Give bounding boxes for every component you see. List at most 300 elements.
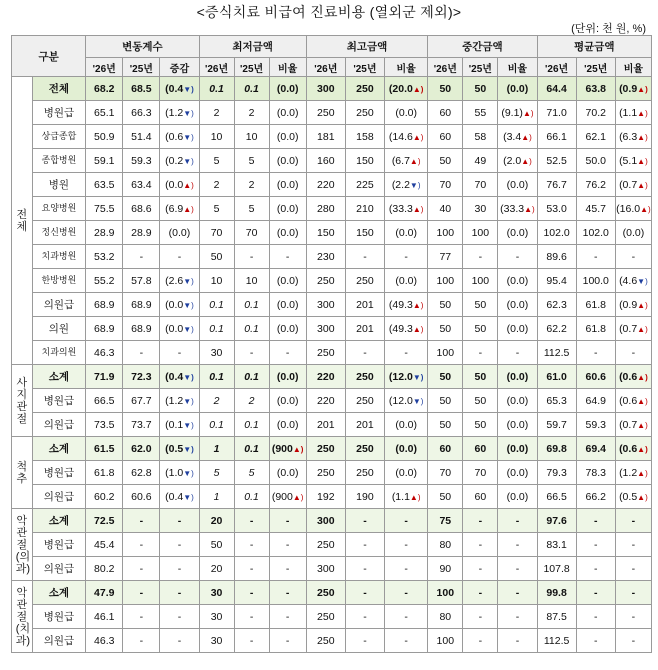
table-cell: [428, 293, 463, 317]
cell-value: 280: [317, 202, 335, 215]
table-cell: [615, 245, 651, 269]
table-cell: [86, 605, 123, 629]
row-group-label: [12, 437, 33, 509]
table-cell: [428, 149, 463, 173]
table-cell: [160, 173, 199, 197]
cell-value: -: [515, 346, 520, 359]
table-cell: [385, 605, 428, 629]
cell-value: 53.0: [546, 202, 567, 215]
cell-value: 70: [439, 178, 452, 191]
cell-value: 63.5: [94, 178, 115, 191]
cell-value: 201: [317, 418, 335, 431]
table-cell: [306, 629, 345, 653]
row-type-label: 전체: [32, 77, 86, 101]
header-sub: '26년: [428, 58, 463, 77]
table-cell: [86, 269, 123, 293]
cell-value: (0.6: [165, 130, 184, 143]
cell-value: 250: [356, 394, 374, 407]
table-cell: [498, 77, 537, 101]
increase-arrow-icon: ▲): [183, 204, 194, 214]
table-cell: [269, 413, 306, 437]
table-cell: [269, 149, 306, 173]
table-cell: [86, 413, 123, 437]
table-cell: [615, 197, 651, 221]
decrease-arrow-icon: ▼): [183, 324, 194, 334]
table-row: [12, 557, 652, 581]
cell-value: 68.6: [131, 202, 152, 215]
header-group-min: 최저금액: [199, 36, 306, 58]
cell-value: 1: [213, 442, 220, 455]
table-row: [12, 485, 652, 509]
header-sub: '26년: [537, 58, 576, 77]
cell-value: -: [177, 250, 182, 263]
cell-value: 5: [213, 466, 220, 479]
table-cell: [123, 461, 160, 485]
increase-arrow-icon: ▲): [637, 492, 648, 502]
cell-value: (0.0): [276, 106, 299, 119]
cell-value: (0.9: [619, 298, 638, 311]
cell-value: (1.2: [165, 106, 184, 119]
cell-value: 50: [474, 418, 487, 431]
increase-arrow-icon: ▲): [292, 444, 304, 454]
table-cell: [269, 293, 306, 317]
table-cell: [537, 149, 576, 173]
table-cell: [615, 77, 651, 101]
table-cell: [199, 413, 234, 437]
cell-value: 112.5: [543, 346, 570, 359]
table-cell: [86, 437, 123, 461]
cell-value: 95.4: [546, 274, 567, 287]
table-cell: [123, 101, 160, 125]
cell-value: 70.2: [585, 106, 606, 119]
cell-value: 70: [210, 226, 223, 239]
table-cell: [537, 413, 576, 437]
table-cell: [160, 125, 199, 149]
cell-value: (0.0): [506, 82, 529, 95]
row-type-label: 정신병원: [32, 221, 86, 245]
table-cell: [269, 557, 306, 581]
cell-value: (0.4: [165, 370, 184, 383]
table-cell: [160, 461, 199, 485]
table-cell: [86, 173, 123, 197]
cell-value: 0.1: [244, 82, 259, 95]
table-cell: [123, 509, 160, 533]
table-cell: [428, 533, 463, 557]
table-row: [12, 365, 652, 389]
cell-value: -: [404, 610, 408, 623]
cell-value: 60.2: [94, 490, 115, 503]
table-cell: [576, 437, 615, 461]
table-cell: [234, 341, 269, 365]
cell-value: 61.8: [585, 322, 606, 335]
increase-arrow-icon: ▲): [521, 132, 532, 142]
cell-value: 60: [439, 106, 452, 119]
table-cell: [615, 389, 651, 413]
cell-value: 50: [439, 82, 452, 95]
cell-value: 10: [210, 130, 223, 143]
cell-value: -: [515, 250, 520, 263]
table-cell: [498, 245, 537, 269]
table-cell: [160, 413, 199, 437]
table-cell: [199, 389, 234, 413]
row-type-label: 병원급: [32, 389, 86, 413]
cell-value: 100.0: [582, 274, 609, 287]
cell-value: 70: [439, 466, 452, 479]
cell-value: 2: [248, 394, 255, 407]
cell-value: 50: [439, 418, 452, 431]
cell-value: (0.0): [506, 274, 529, 287]
cell-value: 30: [210, 610, 223, 623]
table-cell: [160, 605, 199, 629]
table-cell: [123, 605, 160, 629]
table-cell: [269, 533, 306, 557]
table-cell: [385, 437, 428, 461]
cell-value: 201: [356, 298, 374, 311]
table-cell: [428, 77, 463, 101]
cell-value: 62.3: [546, 298, 567, 311]
table-cell: [306, 581, 345, 605]
row-type-label: 소계: [32, 437, 86, 461]
table-cell: [269, 341, 306, 365]
table-cell: [345, 269, 384, 293]
cell-value: 57.8: [131, 274, 152, 287]
row-type-label: 의원급: [32, 293, 86, 317]
table-cell: [537, 221, 576, 245]
table-cell: [123, 197, 160, 221]
cell-value: 50: [439, 394, 452, 407]
table-cell: [428, 125, 463, 149]
table-cell: [615, 125, 651, 149]
row-type-label: 병원급: [32, 533, 86, 557]
cell-value: -: [139, 562, 144, 575]
table-cell: [269, 221, 306, 245]
cell-value: 90: [439, 562, 452, 575]
table-cell: [123, 149, 160, 173]
cell-value: 220: [317, 394, 335, 407]
cell-value: -: [249, 586, 254, 599]
table-cell: [306, 365, 345, 389]
cell-value: (33.3: [388, 202, 413, 215]
table-cell: [234, 365, 269, 389]
cell-value: 63.8: [585, 82, 606, 95]
cell-value: 78.3: [585, 466, 606, 479]
cell-value: (0.0): [395, 442, 417, 455]
table-cell: [385, 461, 428, 485]
table-cell: [463, 365, 498, 389]
cell-value: 60: [474, 490, 487, 503]
row-type-label: 의원급: [32, 485, 86, 509]
table-cell: [123, 581, 160, 605]
cell-value: 250: [317, 442, 335, 455]
table-cell: [199, 437, 234, 461]
table-cell: [576, 557, 615, 581]
cell-value: (0.0): [276, 82, 299, 95]
table-cell: [199, 557, 234, 581]
table-cell: [463, 629, 498, 653]
table-cell: [234, 461, 269, 485]
cell-value: (5.1: [619, 154, 638, 167]
cell-value: (1.0: [165, 466, 184, 479]
table-cell: [428, 341, 463, 365]
row-group-text: 악관절(치과): [15, 586, 31, 647]
cell-value: 50: [439, 298, 452, 311]
row-group-text: 전체: [16, 208, 28, 233]
cell-value: 50: [210, 250, 223, 263]
cell-value: (1.2: [165, 394, 184, 407]
cell-value: 46.3: [94, 634, 115, 647]
table-cell: [345, 365, 384, 389]
header-sub: 증감: [160, 58, 199, 77]
table-cell: [385, 293, 428, 317]
table-cell: [537, 461, 576, 485]
table-cell: [199, 509, 234, 533]
increase-arrow-icon: ▲): [412, 84, 424, 94]
cell-value: 10: [245, 274, 258, 287]
decrease-arrow-icon: ▼): [637, 276, 648, 286]
cell-value: 68.9: [131, 322, 152, 335]
table-cell: [615, 557, 651, 581]
cell-value: -: [363, 538, 367, 551]
cell-value: (0.0): [506, 298, 529, 311]
cell-value: -: [515, 562, 520, 575]
cell-value: (0.0): [276, 418, 299, 431]
row-group-label: [12, 581, 33, 653]
cell-value: (0.0): [506, 418, 529, 431]
table-cell: [306, 197, 345, 221]
cell-value: (6.3: [619, 130, 638, 143]
cell-value: 69.4: [585, 442, 606, 455]
cell-value: 76.7: [546, 178, 567, 191]
table-cell: [498, 461, 537, 485]
table-cell: [199, 101, 234, 125]
cell-value: 100: [436, 274, 455, 287]
row-type-label: 소계: [32, 581, 86, 605]
cell-value: 30: [210, 634, 223, 647]
table-cell: [86, 245, 123, 269]
header-sub: '25년: [123, 58, 160, 77]
table-cell: [576, 77, 615, 101]
table-cell: [537, 389, 576, 413]
cell-value: 50: [439, 154, 452, 167]
table-cell: [86, 197, 123, 221]
cell-value: -: [631, 346, 636, 359]
table-cell: [345, 485, 384, 509]
table-cell: [576, 173, 615, 197]
table-cell: [498, 437, 537, 461]
table-cell: [269, 173, 306, 197]
cell-value: 158: [356, 130, 374, 143]
row-type-label: 치과병원: [32, 245, 86, 269]
table-cell: [615, 437, 651, 461]
table-cell: [537, 557, 576, 581]
cell-value: -: [631, 250, 636, 263]
row-type-label: 치과의원: [32, 341, 86, 365]
unit-note: (단위: 천 원, %): [571, 23, 646, 35]
table-cell: [269, 245, 306, 269]
increase-arrow-icon: ▲): [412, 204, 424, 214]
header-sub: '25년: [345, 58, 384, 77]
table-cell: [576, 149, 615, 173]
cell-value: 250: [317, 346, 335, 359]
cell-value: -: [404, 586, 408, 599]
cell-value: 201: [356, 418, 374, 431]
cell-value: 2: [248, 178, 255, 191]
table-cell: [576, 269, 615, 293]
increase-arrow-icon: ▲): [637, 108, 648, 118]
table-cell: [537, 197, 576, 221]
cell-value: -: [631, 586, 636, 599]
cell-value: 192: [317, 490, 335, 503]
cell-value: -: [363, 250, 367, 263]
table-cell: [463, 485, 498, 509]
cell-value: -: [177, 562, 182, 575]
cell-value: -: [177, 346, 182, 359]
table-cell: [576, 221, 615, 245]
table-cell: [306, 269, 345, 293]
table-cell: [498, 413, 537, 437]
increase-arrow-icon: ▲): [521, 156, 532, 166]
cell-value: (900: [271, 442, 293, 455]
table-cell: [123, 365, 160, 389]
cell-value: 100: [436, 586, 455, 599]
table-cell: [428, 509, 463, 533]
table-cell: [385, 317, 428, 341]
cell-value: -: [249, 562, 254, 575]
table-cell: [306, 221, 345, 245]
table-cell: [199, 221, 234, 245]
table-cell: [199, 149, 234, 173]
table-cell: [385, 77, 428, 101]
table-cell: [234, 269, 269, 293]
table-cell: [428, 101, 463, 125]
cell-value: 66.3: [131, 106, 152, 119]
table-cell: [86, 533, 123, 557]
cell-value: 64.9: [585, 394, 606, 407]
cell-value: 61.0: [546, 370, 567, 383]
cell-value: 300: [317, 298, 335, 311]
table-cell: [306, 533, 345, 557]
cell-value: 107.8: [543, 562, 570, 575]
table-cell: [615, 533, 651, 557]
table-cell: [576, 605, 615, 629]
cell-value: (1.1: [391, 490, 410, 503]
table-cell: [576, 293, 615, 317]
cell-value: (0.0): [276, 322, 299, 335]
table-row: [12, 509, 652, 533]
table-cell: [463, 221, 498, 245]
table-cell: [306, 461, 345, 485]
table-cell: [306, 101, 345, 125]
increase-arrow-icon: ▲): [637, 156, 648, 166]
table-cell: [306, 437, 345, 461]
table-cell: [269, 509, 306, 533]
table-cell: [123, 293, 160, 317]
cell-value: -: [594, 610, 598, 623]
row-type-label: 병원급: [32, 101, 86, 125]
table-cell: [269, 389, 306, 413]
table-cell: [86, 509, 123, 533]
table-cell: [269, 365, 306, 389]
cell-value: -: [285, 538, 290, 551]
cell-value: (0.0): [276, 130, 299, 143]
table-cell: [498, 509, 537, 533]
table-cell: [498, 485, 537, 509]
cell-value: 66.5: [94, 394, 115, 407]
table-cell: [537, 293, 576, 317]
cell-value: 250: [356, 442, 374, 455]
table-cell: [576, 101, 615, 125]
table-cell: [160, 389, 199, 413]
cell-value: 50.9: [94, 130, 115, 143]
table-cell: [498, 557, 537, 581]
table-cell: [345, 245, 384, 269]
header-sub: 비율: [615, 58, 651, 77]
increase-arrow-icon: ▲): [637, 132, 648, 142]
table-cell: [86, 221, 123, 245]
table-cell: [234, 221, 269, 245]
cell-value: 40: [439, 202, 452, 215]
cell-value: (20.0: [388, 82, 413, 95]
row-type-label: 한방병원: [32, 269, 86, 293]
table-cell: [615, 629, 651, 653]
cell-value: -: [285, 610, 290, 623]
cell-value: -: [177, 538, 182, 551]
increase-arrow-icon: ▲): [637, 396, 648, 406]
cell-value: 53.2: [94, 250, 115, 263]
table-cell: [385, 149, 428, 173]
table-cell: [498, 629, 537, 653]
table-cell: [86, 317, 123, 341]
cell-value: (12.0: [388, 394, 413, 407]
decrease-arrow-icon: ▼): [183, 420, 194, 430]
cell-value: (0.0: [165, 322, 184, 335]
cell-value: 0.1: [209, 418, 224, 431]
increase-arrow-icon: ▲): [183, 180, 194, 190]
table-cell: [537, 173, 576, 197]
cell-value: -: [515, 634, 520, 647]
cell-value: 60: [474, 442, 487, 455]
row-type-label: 의원급: [32, 629, 86, 653]
table-cell: [615, 149, 651, 173]
table-cell: [576, 509, 615, 533]
increase-arrow-icon: ▲): [412, 324, 424, 334]
cell-value: 100: [436, 226, 455, 239]
cell-value: 225: [356, 178, 374, 191]
cell-value: 75: [439, 514, 452, 527]
table-cell: [86, 365, 123, 389]
table-cell: [463, 269, 498, 293]
cell-value: -: [139, 514, 144, 527]
cell-value: 73.5: [94, 418, 115, 431]
cell-value: 250: [317, 610, 335, 623]
table-cell: [463, 605, 498, 629]
table-cell: [160, 317, 199, 341]
table-cell: [160, 101, 199, 125]
table-row: [12, 461, 652, 485]
table-cell: [498, 605, 537, 629]
page-title: <증식치료 비급여 진료비용 (열외군 제외)>: [196, 4, 462, 20]
table-cell: [160, 293, 199, 317]
cell-value: 250: [356, 274, 374, 287]
table-cell: [345, 557, 384, 581]
table-cell: [428, 245, 463, 269]
cell-value: 66.2: [585, 490, 606, 503]
table-cell: [428, 413, 463, 437]
table-cell: [269, 605, 306, 629]
table-cell: [463, 197, 498, 221]
cell-value: -: [594, 346, 598, 359]
table-row: [12, 437, 652, 461]
